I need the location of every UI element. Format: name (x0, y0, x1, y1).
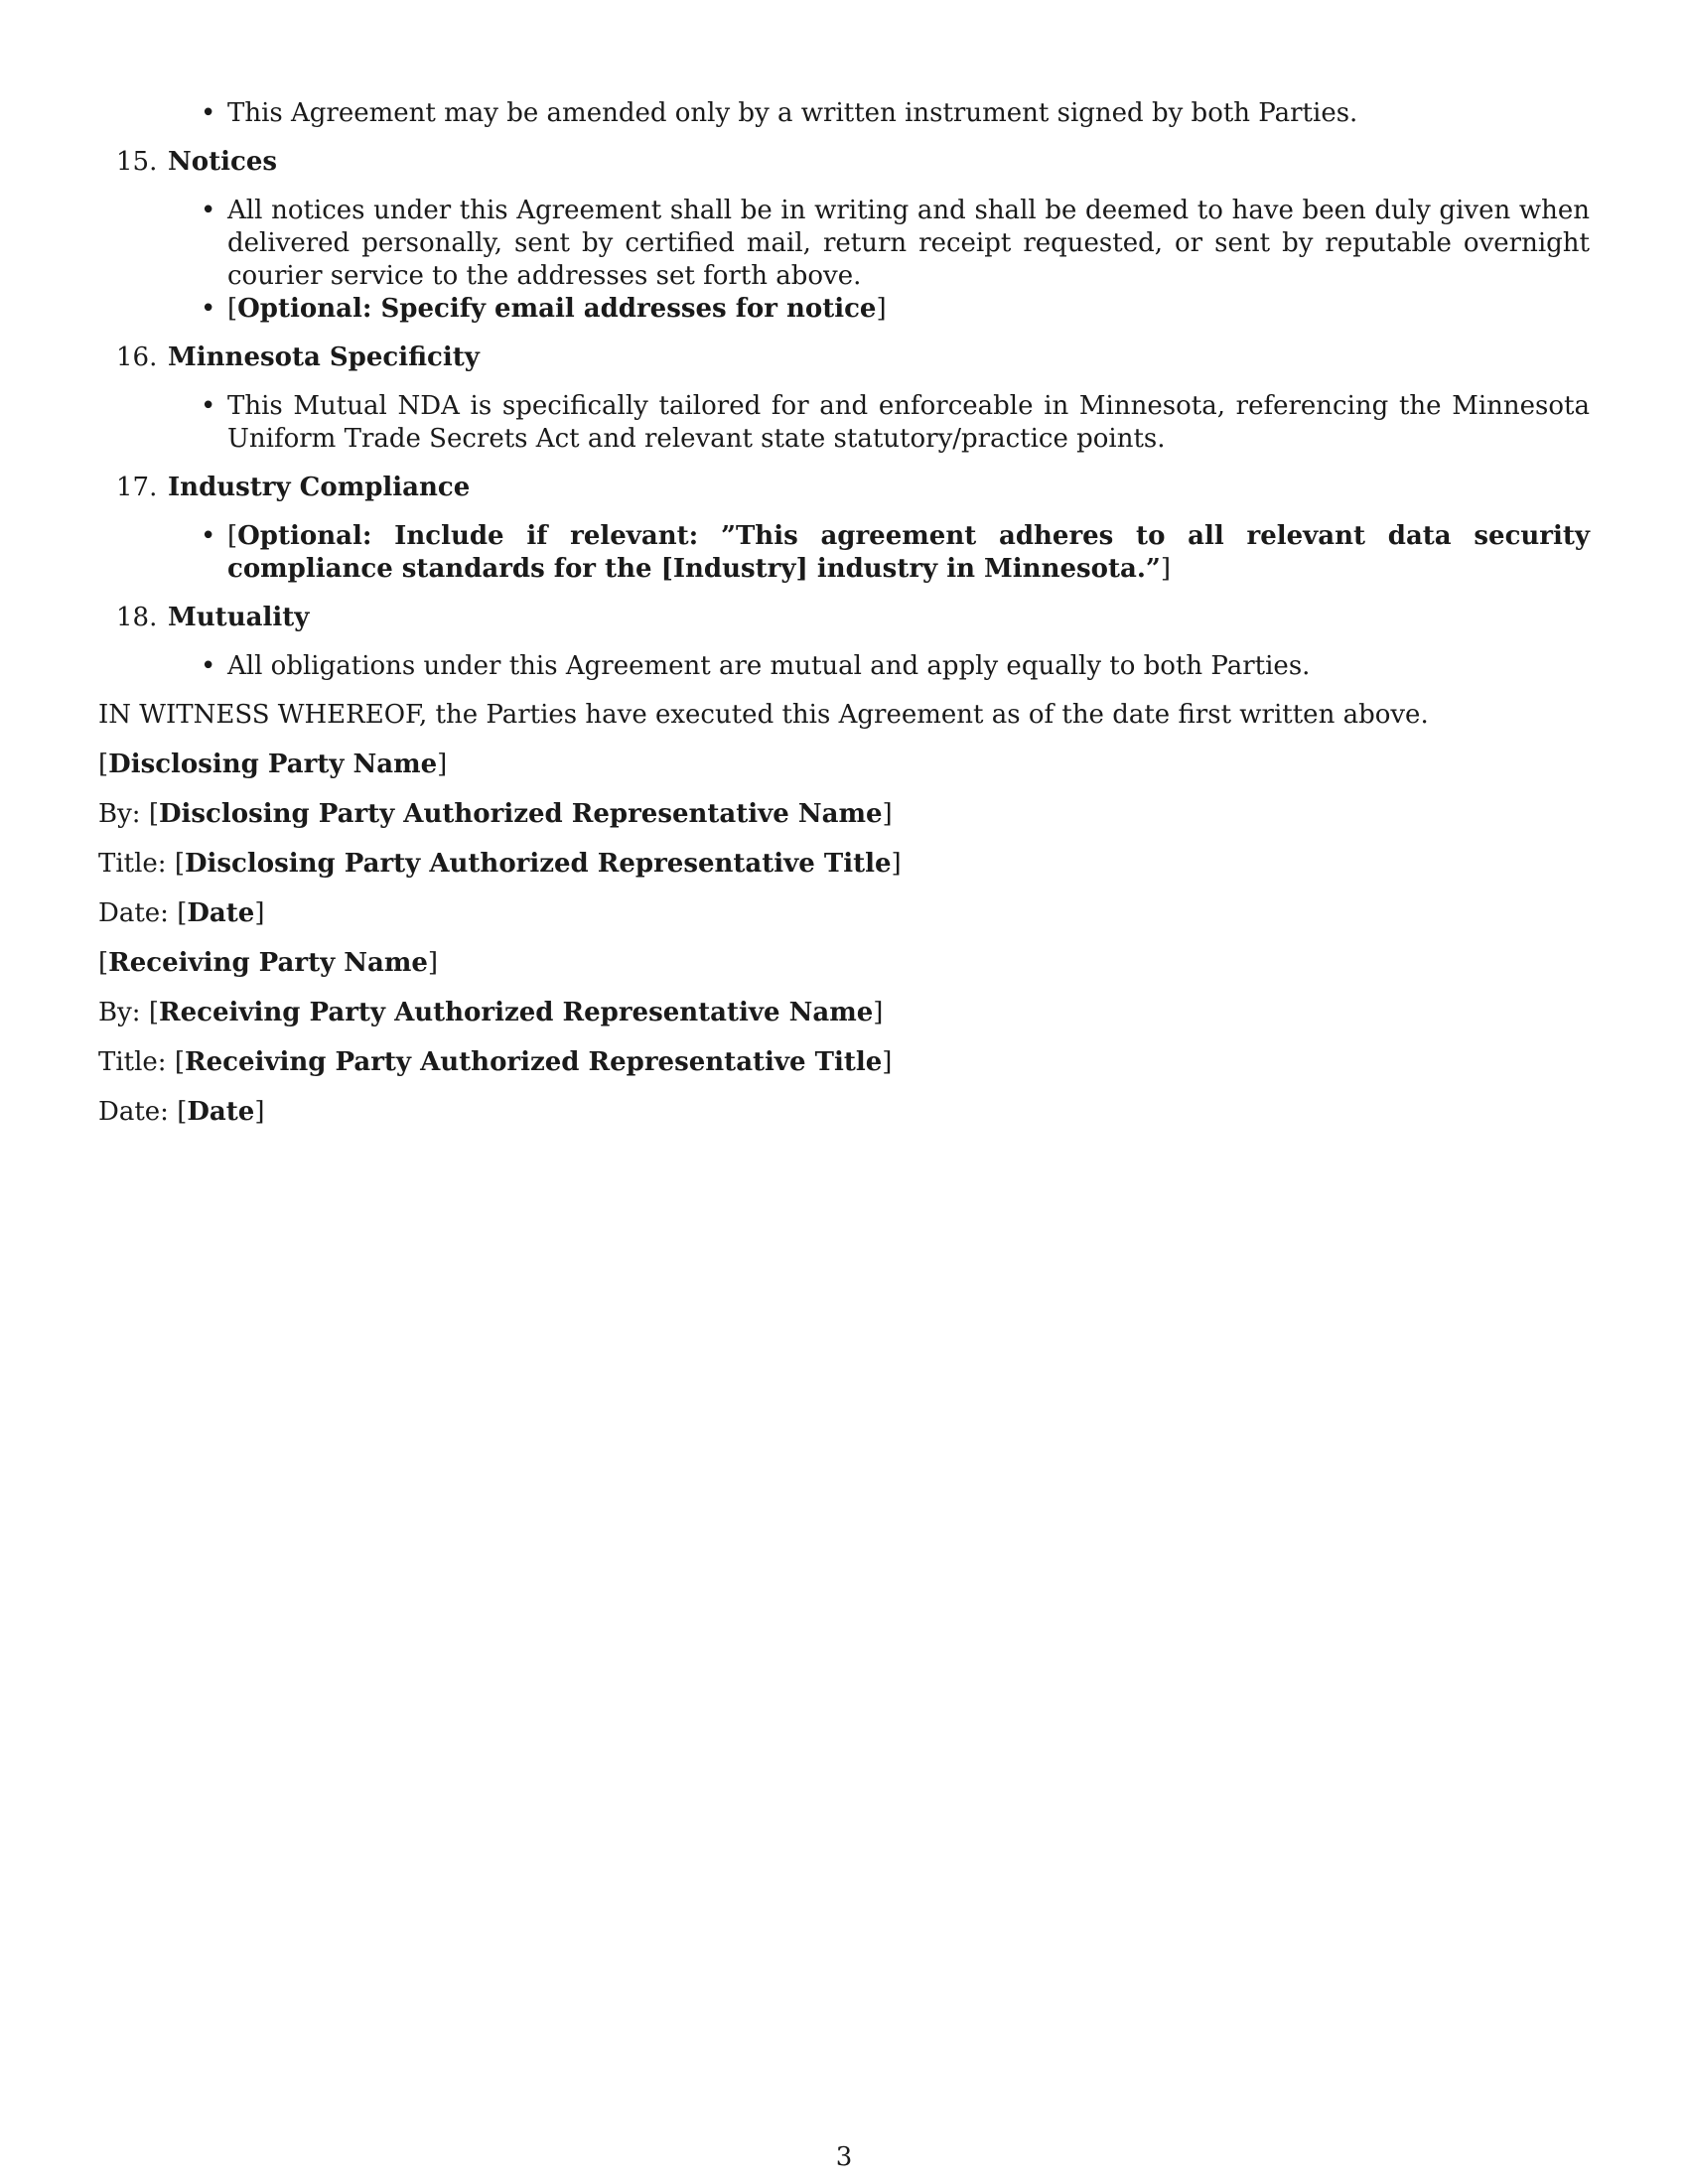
bullet-text-bold: Optional: Include if relevant: ”This agreement adheres to all relevant data security compliance standards for the [Industry] industry in Minnesota.” (227, 521, 1590, 584)
date-label: Date: (98, 898, 169, 928)
bullet-icon: • (201, 391, 216, 421)
section-industry-compliance (98, 472, 1590, 504)
section-mutuality (98, 602, 1590, 634)
disclosing-title-line: Title: [Disclosing Party Authorized Representative Title] (98, 849, 902, 879)
section-number: 18. (116, 603, 158, 632)
list-item (98, 195, 1590, 293)
section-title: Mutuality (168, 603, 310, 632)
section-number: 16. (116, 342, 158, 372)
minnesota-bullet-list (98, 390, 1590, 456)
bullet-icon: • (201, 196, 216, 225)
page-number: 3 (835, 2142, 853, 2172)
bullet-text: This Mutual NDA is specifically tailored for and enforceable in Minnesota, referencing the Minnesota Uniform Trade Secrets Act and relevant state statutory/practice points. (227, 391, 1590, 454)
party-name: Disclosing Party Name (108, 750, 438, 779)
party-name: Receiving Party Name (108, 948, 428, 978)
bullet-icon: • (201, 651, 216, 681)
bullet-text: All obligations under this Agreement are mutual and apply equally to both Parties. (227, 651, 1311, 681)
date-value: Date (187, 1097, 255, 1127)
section-number: 17. (116, 473, 158, 502)
bracket-close: ] (1160, 554, 1172, 584)
receiving-party-name: [Receiving Party Name] (98, 948, 439, 978)
list-item (98, 520, 1590, 586)
disclosing-by-line: By: [Disclosing Party Authorized Representative Name] (98, 799, 893, 829)
list-item (98, 390, 1590, 456)
by-value: Receiving Party Authorized Representative Name (158, 998, 874, 1027)
bullet-icon: • (201, 98, 216, 128)
section-title: Minnesota Specificity (168, 342, 480, 372)
date-label: Date: (98, 1097, 169, 1127)
bracket-open: [ (227, 294, 238, 324)
witness-statement: IN WITNESS WHEREOF, the Parties have executed this Agreement as of the date first written above. (98, 700, 1429, 730)
section-title: Industry Compliance (168, 473, 471, 502)
title-value: Receiving Party Authorized Representative Title (185, 1047, 883, 1077)
disclosing-date-line: Date: [Date] (98, 898, 265, 928)
by-label: By: (98, 799, 141, 829)
section-notices (98, 146, 1590, 179)
notices-bullet-list (98, 195, 1590, 326)
list-item (98, 97, 1590, 130)
bullet-text: All notices under this Agreement shall be in writing and shall be deemed to have been duly given when delivered personally, sent by certified mail, return receipt requested, or sent by reputable overnight courier service to the addresses set forth above. (227, 196, 1590, 291)
bullet-icon: • (201, 294, 216, 324)
section-title: Notices (168, 147, 278, 177)
section-minnesota-specificity (98, 341, 1590, 374)
title-value: Disclosing Party Authorized Representative Title (185, 849, 892, 879)
bullet-icon: • (201, 521, 216, 551)
receiving-title-line: Title: [Receiving Party Authorized Representative Title] (98, 1047, 893, 1077)
receiving-date-line: Date: [Date] (98, 1097, 265, 1127)
title-label: Title: (98, 1047, 167, 1077)
bracket-open: [ (227, 521, 238, 551)
section-number: 15. (116, 147, 158, 177)
mutuality-bullet-list (98, 650, 1590, 683)
date-value: Date (187, 898, 255, 928)
bracket-close: ] (876, 294, 887, 324)
bullet-text: This Agreement may be amended only by a written instrument signed by both Parties. (227, 98, 1358, 128)
by-label: By: (98, 998, 141, 1027)
industry-bullet-list (98, 520, 1590, 586)
list-item (98, 650, 1590, 683)
disclosing-party-name: [Disclosing Party Name] (98, 750, 448, 779)
document-page (98, 97, 1590, 1129)
receiving-by-line: By: [Receiving Party Authorized Representative Name] (98, 998, 884, 1027)
list-item (98, 293, 1590, 326)
bullet-text-bold: Optional: Specify email addresses for notice (237, 294, 877, 324)
amendment-bullet-list (98, 97, 1590, 130)
by-value: Disclosing Party Authorized Representative Name (158, 799, 883, 829)
title-label: Title: (98, 849, 167, 879)
